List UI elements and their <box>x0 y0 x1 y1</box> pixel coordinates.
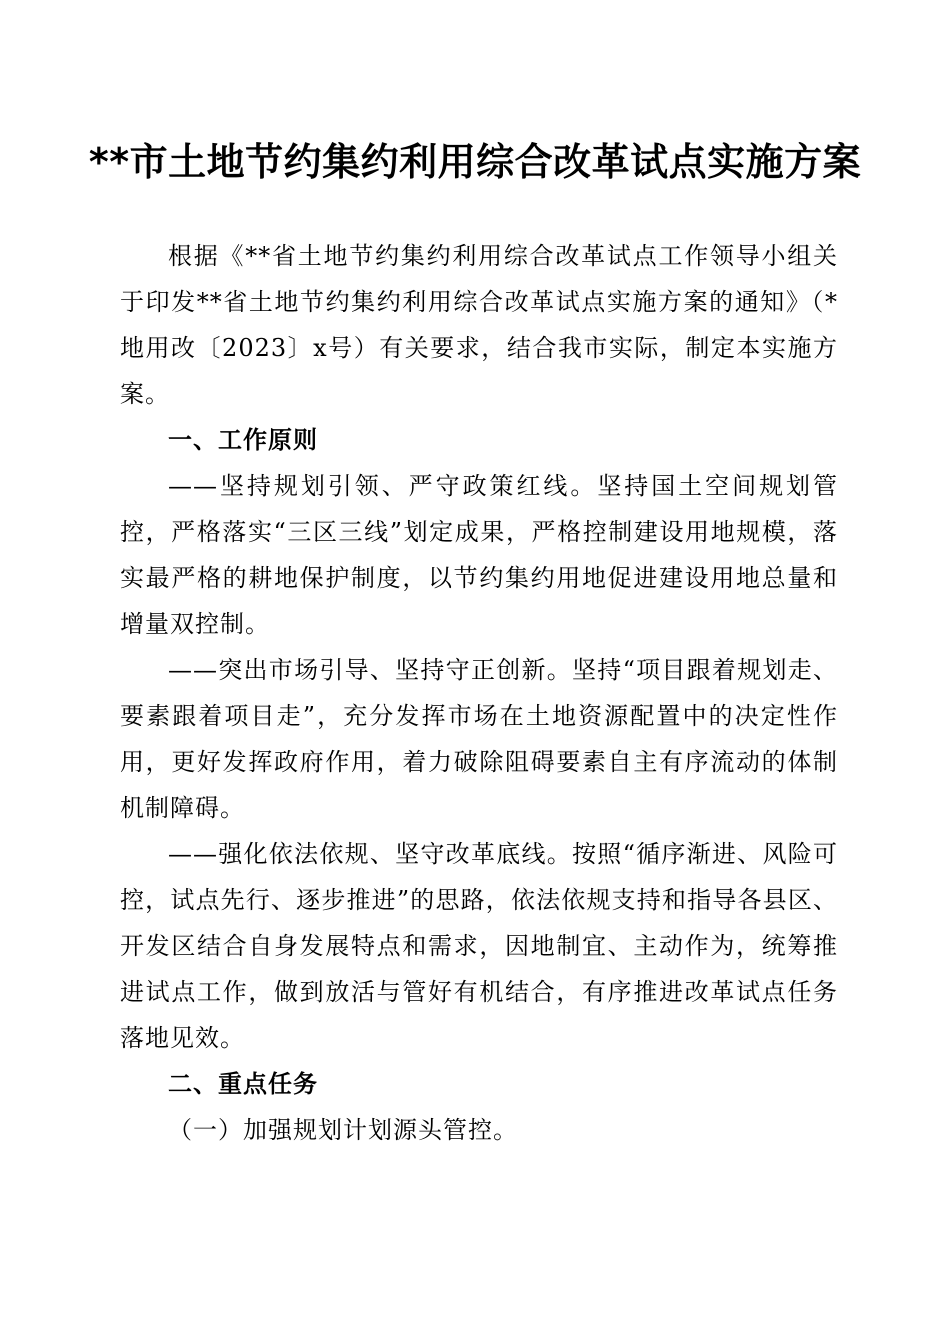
task-subheading-1: （一）加强规划计划源头管控。 <box>168 1116 518 1144</box>
principle-paragraph-1: ——坚持规划引领、严守政策红线。坚持国土空间规划管控，严格落实“三区三线”划定成果，严格控制建设用地规模，落实最严格的耕地保护制度，以节约集约用地促进建设用地总量和增量双控制。 <box>120 472 838 638</box>
intro-paragraph: 根据《**省土地节约集约利用综合改革试点工作领导小组关于印发**省土地节约集约利用综合改革试点实施方案的通知》（*地用改〔2023〕x号）有关要求，结合我市实际，制定本实施方案。 <box>120 242 838 408</box>
principle-paragraph-2: ——突出市场引导、坚持守正创新。坚持“项目跟着规划走、要素跟着项目走”，充分发挥市场在土地资源配置中的决定性作用，更好发挥政府作用，着力破除阻碍要素自主有序流动的体制机制障碍。 <box>120 656 838 822</box>
section-heading-tasks: 二、重点任务 <box>168 1070 318 1098</box>
document-body <box>120 233 838 1153</box>
section-heading-principles: 一、工作原则 <box>168 426 318 454</box>
principle-paragraph-3: ——强化依法依规、坚守改革底线。按照“循序渐进、风险可控，试点先行、逐步推进”的思路，依法依规支持和指导各县区、开发区结合自身发展特点和需求，因地制宜、主动作为，统筹推进试点工作，做到放活与管好有机结合，有序推进改革试点任务落地见效。 <box>120 840 838 1052</box>
document-title: **市土地节约集约利用综合改革试点实施方案 <box>88 140 862 184</box>
